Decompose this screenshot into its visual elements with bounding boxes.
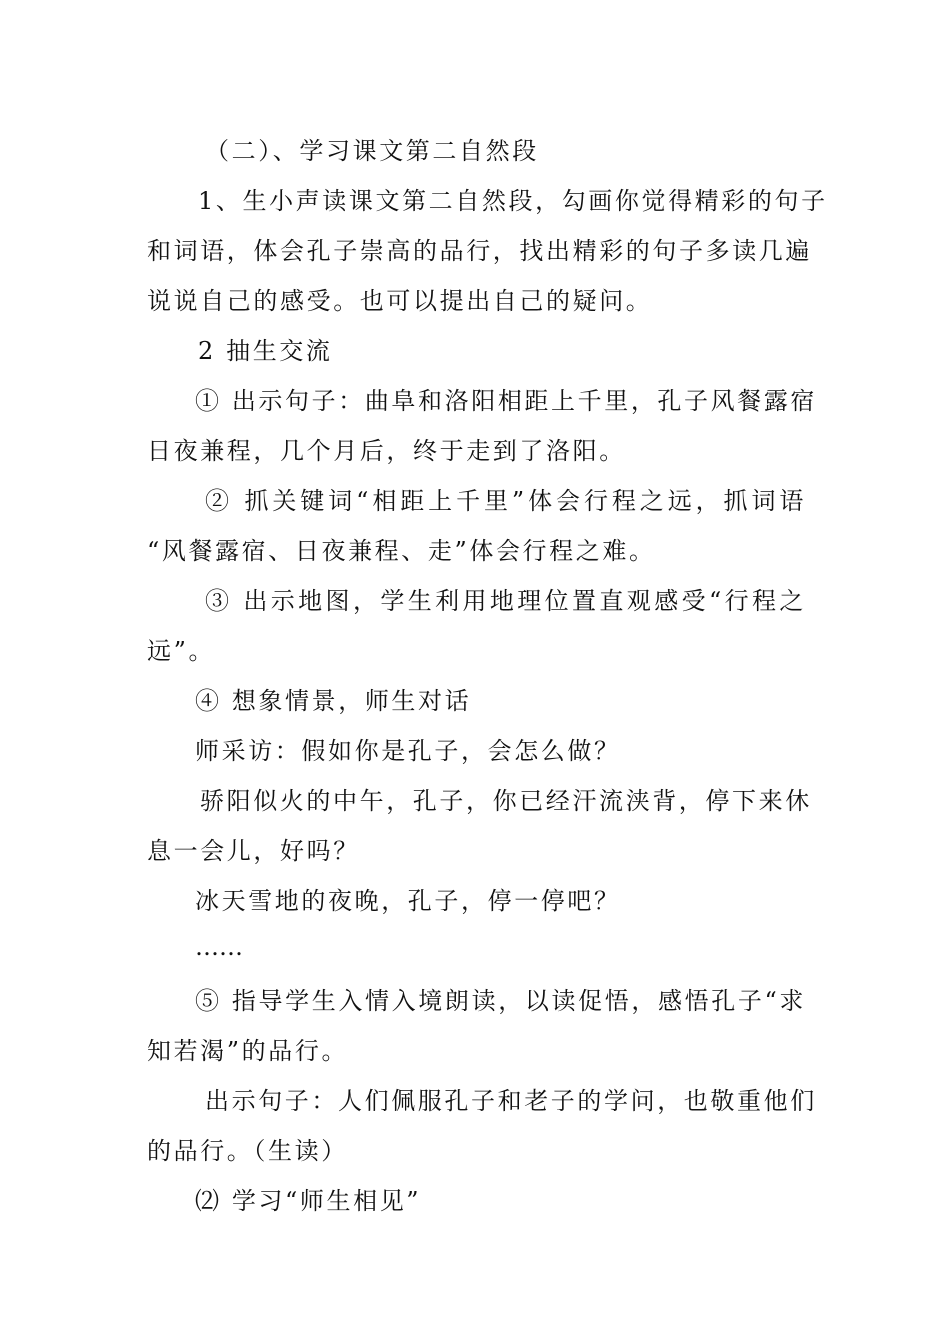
show-sentence-line-2: 的品行。（生读）: [147, 1137, 348, 1165]
item-3-line-2: 远”。: [147, 637, 216, 665]
section-heading: （二）、学习课文第二自然段: [205, 137, 539, 165]
item-3-line-1: ③ 出示地图，学生利用地理位置直观感受“行程之: [205, 587, 806, 615]
paragraph-1-line-1: 1、生小声读课文第二自然段，勾画你觉得精彩的句子: [198, 187, 828, 215]
subsection-heading: ⑵ 学习“师生相见”: [195, 1187, 422, 1215]
ellipsis: ……: [195, 933, 243, 961]
question-1-line-2: 息一会儿，好吗？: [147, 837, 360, 865]
item-2-line-1: ② 抓关键词“相距上千里”体会行程之远，抓词语: [205, 487, 806, 515]
paragraph-2: 2 抽生交流: [198, 337, 333, 365]
question-2: 冰天雪地的夜晚，孔子，停一停吧？: [195, 887, 621, 915]
item-4: ④ 想象情景，师生对话: [195, 687, 472, 715]
item-2-line-2: “风餐露宿、日夜兼程、走”体会行程之难。: [147, 537, 656, 565]
item-5-line-1: ⑤ 指导学生入情入境朗读，以读促悟，感悟孔子“求: [195, 987, 806, 1015]
item-1-line-1: ① 出示句子：曲阜和洛阳相距上千里，孔子风餐露宿: [195, 387, 818, 415]
interview-prompt: 师采访：假如你是孔子，会怎么做？: [195, 737, 621, 765]
paragraph-1-line-2: 和词语，体会孔子崇高的品行，找出精彩的句子多读几遍: [147, 237, 812, 265]
show-sentence-line-1: 出示句子：人们佩服孔子和老子的学问，也敬重他们: [205, 1087, 817, 1115]
item-1-line-2: 日夜兼程，几个月后，终于走到了洛阳。: [147, 437, 626, 465]
item-5-line-2: 知若渴”的品行。: [147, 1037, 349, 1065]
question-1-line-1: 骄阳似火的中午，孔子，你已经汗流浃背，停下来休: [200, 787, 812, 815]
paragraph-1-line-3: 说说自己的感受。也可以提出自己的疑问。: [147, 287, 653, 315]
